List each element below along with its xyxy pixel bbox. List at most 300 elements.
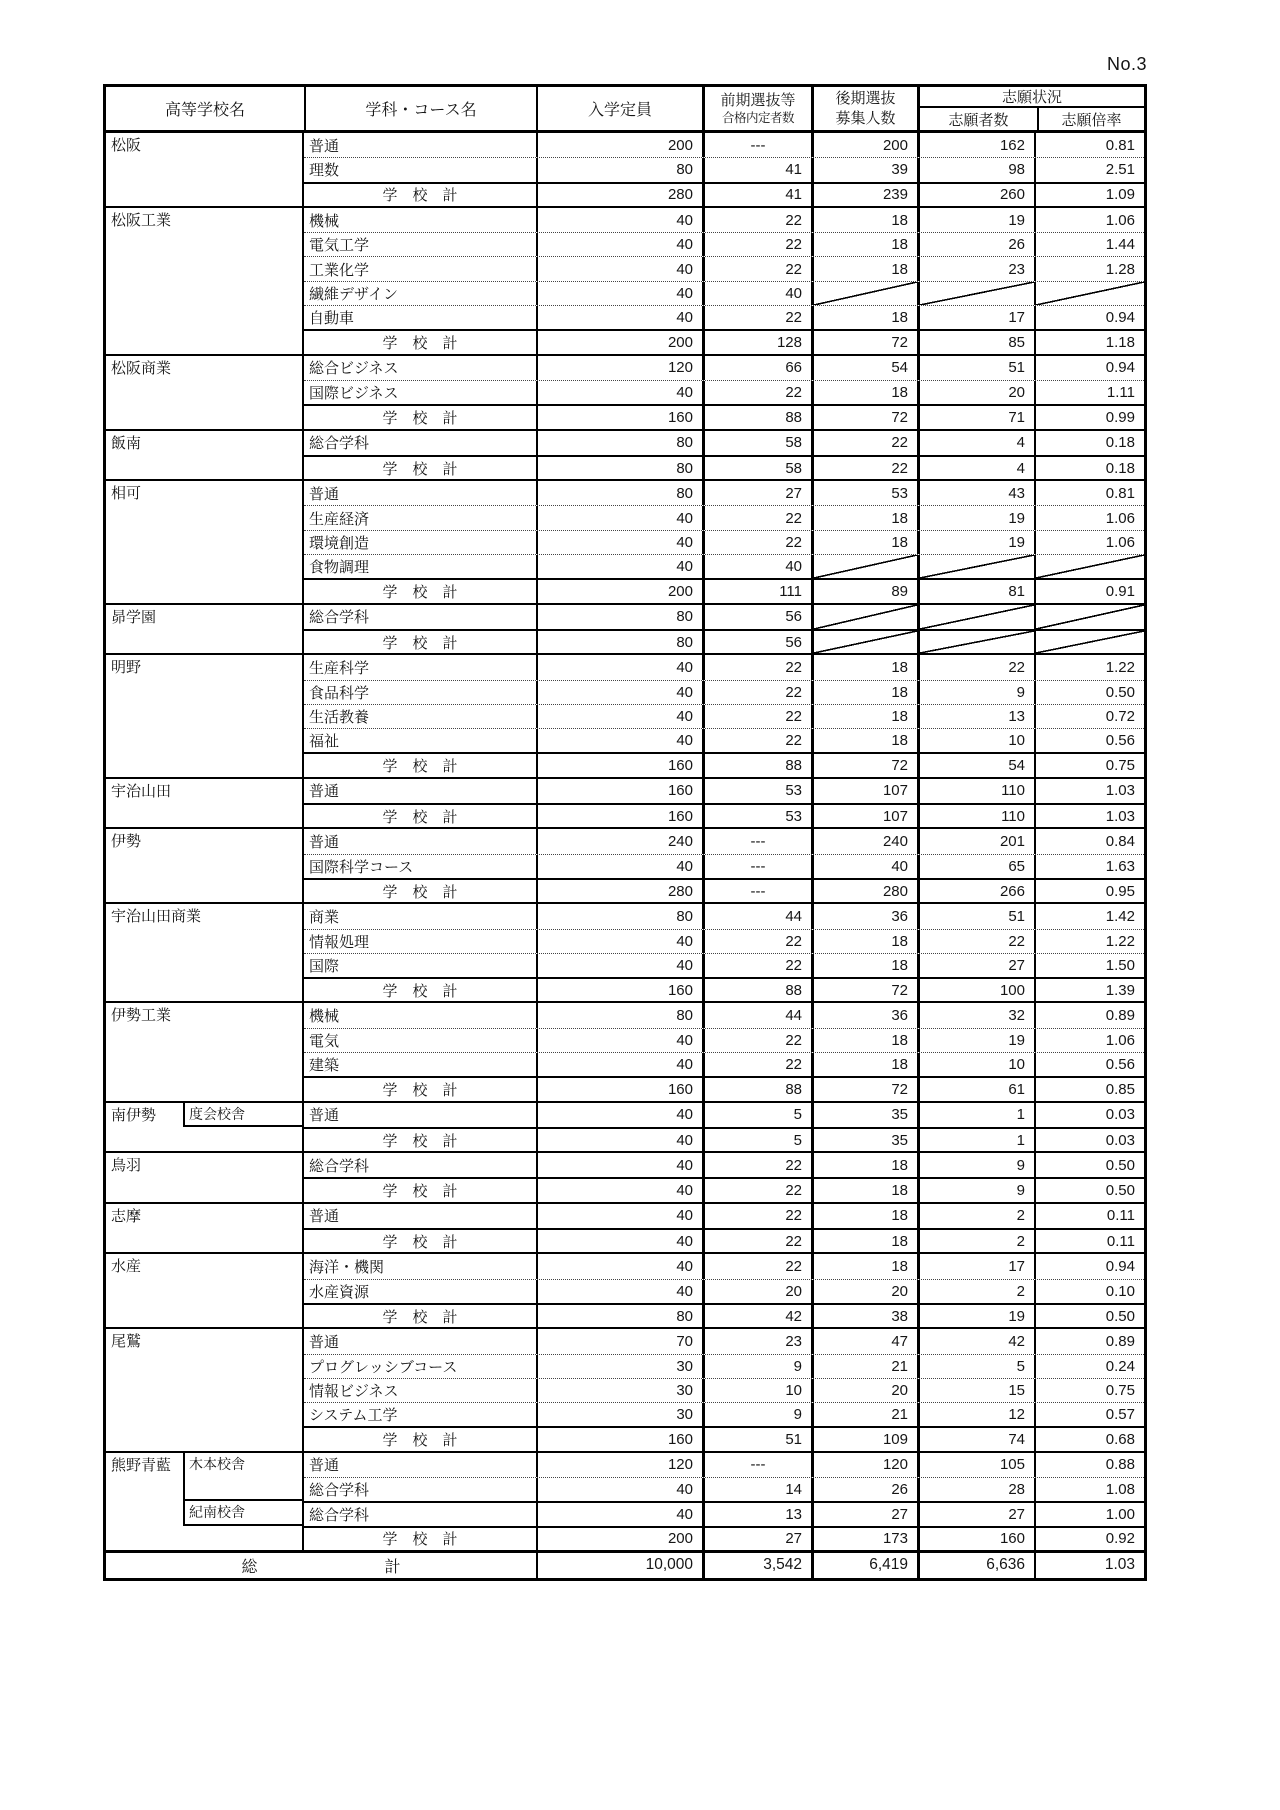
cell-applicants (917, 631, 1034, 653)
cell-applicants: 81 (917, 580, 1034, 602)
cell-early-accepted: 88 (702, 1078, 811, 1100)
cell-ratio: 0.56 (1034, 1053, 1144, 1076)
header-late-line2: 募集人数 (835, 109, 896, 127)
course-row (304, 680, 1144, 704)
cell-ratio: 0.50 (1034, 1305, 1144, 1327)
cell-early-accepted: 22 (702, 208, 811, 232)
cell-applicants: 65 (917, 855, 1034, 878)
cell-capacity: 240 (536, 829, 702, 853)
course-row (304, 232, 1144, 256)
cell-ratio: 0.88 (1034, 1453, 1144, 1477)
cell-early-accepted: 22 (702, 681, 811, 704)
cell-early-accepted: 53 (702, 805, 811, 827)
cell-course-name: 商業 (309, 908, 340, 926)
course-row (304, 356, 1144, 380)
cell-early-accepted: 5 (702, 1129, 811, 1151)
school-name: 宇治山田商業 (111, 908, 202, 926)
course-row (304, 208, 1144, 232)
course-row (304, 779, 1144, 803)
cell-course-name: 国際科学コース (309, 858, 414, 876)
cell-early-accepted: 22 (702, 954, 811, 977)
cell-early-accepted: 40 (702, 555, 811, 578)
cell-course-name: 普通 (309, 1107, 340, 1125)
campus-cell: 木本校舎 (183, 1453, 302, 1502)
school-total-row (304, 1303, 1144, 1327)
cell-late-openings: 18 (811, 1053, 917, 1076)
cell-early-accepted: 44 (702, 1003, 811, 1027)
cell-ratio: 1.00 (1034, 1503, 1144, 1525)
cell-ratio: 0.03 (1034, 1103, 1144, 1127)
cell-capacity: 40 (536, 1230, 702, 1252)
cell-ratio: 1.28 (1034, 257, 1144, 280)
cell-applicants: 27 (917, 954, 1034, 977)
school-name: 伊勢工業 (111, 1007, 172, 1025)
cell-applicants: 12 (917, 1403, 1034, 1426)
cell-capacity: 40 (536, 1103, 702, 1127)
cell-late-openings: 53 (811, 481, 917, 505)
cell-late-openings: 20 (811, 1379, 917, 1402)
cell-applicants: 19 (917, 531, 1034, 554)
cell-late-openings: 18 (811, 1153, 917, 1177)
cell-ratio: 1.22 (1034, 655, 1144, 679)
cell-applicants: 71 (917, 406, 1034, 428)
cell-early-accepted: 22 (702, 1204, 811, 1228)
cell-ratio (1034, 555, 1144, 578)
cell-capacity: 40 (536, 306, 702, 329)
cell-course-name: 普通 (309, 783, 340, 801)
school-total-row (304, 1076, 1144, 1100)
cell-ratio: 1.63 (1034, 855, 1144, 878)
school-group (106, 1202, 1144, 1253)
school-name: 松阪商業 (111, 359, 172, 377)
school-name: 水産 (111, 1258, 142, 1276)
cell-course-name: 理数 (309, 162, 340, 180)
cell-course-name: システム工学 (309, 1407, 398, 1425)
cell-capacity: 40 (536, 1280, 702, 1303)
school-name: 飯南 (111, 434, 142, 452)
cell-early-accepted: --- (702, 855, 811, 878)
cell-early-accepted: 22 (702, 1230, 811, 1252)
cell-capacity: 120 (536, 1453, 702, 1477)
cell-ratio: 1.39 (1034, 979, 1144, 1001)
cell-late-openings: 18 (811, 705, 917, 728)
cell-course-name: 普通 (309, 137, 340, 155)
cell-applicants: 23 (917, 257, 1034, 280)
cell-applicants: 2 (917, 1230, 1034, 1252)
cell-ratio: 1.06 (1034, 506, 1144, 529)
cell-capacity: 30 (536, 1355, 702, 1378)
cell-early-accepted: 58 (702, 457, 811, 479)
cell-course-name: 水産資源 (309, 1283, 370, 1301)
course-row (304, 704, 1144, 728)
cell-course-name: 生産経済 (309, 510, 370, 528)
cell-ratio (1034, 631, 1144, 653)
cell-early-accepted: 42 (702, 1305, 811, 1327)
cell-ratio: 1.22 (1034, 930, 1144, 953)
header-application-group: 志願状況 (920, 87, 1144, 108)
header-applicants: 志願者数 (948, 111, 1009, 129)
school-total-label: 学 校 計 (382, 1233, 458, 1251)
cell-capacity: 40 (536, 681, 702, 704)
school-group (106, 1101, 1144, 1152)
admissions-table (103, 84, 1147, 1581)
cell-ratio: 0.03 (1034, 1129, 1144, 1151)
cell-applicants: 13 (917, 705, 1034, 728)
cell-ratio: 0.99 (1034, 406, 1144, 428)
cell-early-accepted: 20 (702, 1280, 811, 1303)
school-total-row (304, 455, 1144, 479)
cell-ratio: 1.18 (1034, 331, 1144, 353)
cell-late-openings: 18 (811, 233, 917, 256)
cell-applicants: 201 (917, 829, 1034, 853)
school-name-cell (106, 1204, 304, 1253)
cell-early-accepted: 23 (702, 1329, 811, 1353)
page-number: No.3 (1106, 54, 1147, 74)
course-row (304, 1402, 1144, 1426)
cell-early-accepted: 22 (702, 1179, 811, 1201)
cell-course-name: 総合学科 (309, 1506, 370, 1524)
cell-ratio: 0.18 (1034, 457, 1144, 479)
cell-ratio: 0.11 (1034, 1230, 1144, 1252)
campus-cell: 紀南校舎 (183, 1501, 302, 1525)
school-total-row (304, 803, 1144, 827)
header-early-selection (702, 87, 811, 130)
cell-ratio: 0.24 (1034, 1355, 1144, 1378)
course-row (304, 1279, 1144, 1303)
cell-early-accepted: 56 (702, 605, 811, 629)
cell-applicants: 26 (917, 233, 1034, 256)
school-total-row (304, 1177, 1144, 1201)
cell-capacity: 40 (536, 930, 702, 953)
course-row (304, 1204, 1144, 1228)
cell-ratio: 0.89 (1034, 1329, 1144, 1353)
cell-capacity: 40 (536, 1053, 702, 1076)
cell-course-name: 普通 (309, 1333, 340, 1351)
cell-applicants: 5 (917, 1355, 1034, 1378)
school-name-cell (106, 431, 304, 480)
cell-early-accepted: 58 (702, 431, 811, 455)
cell-ratio: 0.94 (1034, 356, 1144, 380)
cell-early-accepted: 41 (702, 184, 811, 206)
cell-late-openings: 36 (811, 904, 917, 928)
cell-applicants: 9 (917, 681, 1034, 704)
course-row (304, 854, 1144, 878)
school-group (106, 479, 1144, 602)
cell-capacity: 40 (536, 855, 702, 878)
cell-ratio: 0.50 (1034, 1179, 1144, 1201)
cell-late-openings: 18 (811, 729, 917, 752)
cell-capacity: 80 (536, 1003, 702, 1027)
cell-applicants: 10 (917, 729, 1034, 752)
school-name: 熊野青藍 (111, 1456, 172, 1474)
cell-applicants: 74 (917, 1428, 1034, 1450)
cell-ratio: 0.81 (1034, 133, 1144, 157)
cell-applicants: 43 (917, 481, 1034, 505)
cell-ratio (1034, 282, 1144, 305)
cell-ratio: 1.11 (1034, 381, 1144, 404)
cell-ratio: 1.50 (1034, 954, 1144, 977)
cell-course-name: 普通 (309, 1208, 340, 1226)
course-row (304, 1477, 1144, 1501)
cell-applicants: 51 (917, 356, 1034, 380)
school-total-label: 学 校 計 (382, 583, 458, 601)
school-total-label: 学 校 計 (382, 808, 458, 826)
campus-cell: 度会校舎 (183, 1103, 302, 1127)
cell-capacity: 200 (536, 580, 702, 602)
cell-capacity: 160 (536, 805, 702, 827)
cell-course-name: 福祉 (309, 733, 340, 751)
cell-late-openings: 27 (811, 1503, 917, 1525)
cell-late-openings: 18 (811, 1254, 917, 1278)
cell-course-name: 総合学科 (309, 1157, 370, 1175)
cell-ratio: 1.03 (1034, 779, 1144, 803)
course-row (304, 1254, 1144, 1278)
header-early-line1: 前期選抜等 (720, 91, 796, 109)
school-name-cell (106, 1153, 304, 1202)
school-total-label: 学 校 計 (382, 1132, 458, 1150)
cell-late-openings (811, 631, 917, 653)
grand-total-late: 6,419 (811, 1553, 917, 1578)
school-total-label: 学 校 計 (382, 1432, 458, 1450)
cell-course-name: 国際 (309, 957, 340, 975)
cell-late-openings: 21 (811, 1355, 917, 1378)
cell-late-openings: 120 (811, 1453, 917, 1477)
cell-applicants: 85 (917, 331, 1034, 353)
school-group (106, 1151, 1144, 1202)
course-row (304, 157, 1144, 181)
cell-ratio: 0.68 (1034, 1428, 1144, 1450)
cell-late-openings: 47 (811, 1329, 917, 1353)
header-application-status (917, 87, 1144, 130)
cell-applicants: 61 (917, 1078, 1034, 1100)
school-name-cell (106, 1254, 304, 1327)
cell-late-openings: 20 (811, 1280, 917, 1303)
cell-applicants: 2 (917, 1204, 1034, 1228)
cell-early-accepted: 22 (702, 531, 811, 554)
cell-late-openings: 38 (811, 1305, 917, 1327)
cell-capacity: 200 (536, 133, 702, 157)
cell-late-openings: 18 (811, 531, 917, 554)
table-header (106, 87, 1144, 133)
cell-late-openings: 72 (811, 406, 917, 428)
cell-late-openings: 72 (811, 754, 917, 776)
course-row (304, 953, 1144, 977)
cell-early-accepted: 88 (702, 979, 811, 1001)
cell-early-accepted: --- (702, 829, 811, 853)
school-total-label: 学 校 計 (382, 187, 458, 205)
school-name: 志摩 (111, 1207, 142, 1225)
cell-late-openings: 35 (811, 1103, 917, 1127)
cell-applicants: 1 (917, 1129, 1034, 1151)
school-name-cell (106, 655, 304, 776)
course-row (304, 380, 1144, 404)
cell-late-openings: 18 (811, 381, 917, 404)
cell-capacity: 160 (536, 1078, 702, 1100)
cell-late-openings: 18 (811, 506, 917, 529)
school-group (106, 206, 1144, 354)
cell-late-openings: 240 (811, 829, 917, 853)
school-group (106, 902, 1144, 1001)
cell-late-openings: 39 (811, 158, 917, 181)
school-name-cell (106, 1103, 304, 1152)
cell-early-accepted: 22 (702, 1053, 811, 1076)
cell-late-openings: 26 (811, 1478, 917, 1501)
course-row (304, 1103, 1144, 1127)
cell-late-openings: 200 (811, 133, 917, 157)
course-row (304, 655, 1144, 679)
cell-applicants: 105 (917, 1453, 1034, 1477)
cell-capacity: 40 (536, 729, 702, 752)
cell-early-accepted: 22 (702, 306, 811, 329)
cell-early-accepted: 53 (702, 779, 811, 803)
cell-applicants: 160 (917, 1528, 1034, 1550)
school-name-cell (106, 1329, 304, 1450)
cell-ratio: 0.85 (1034, 1078, 1144, 1100)
cell-course-name: 自動車 (309, 310, 355, 328)
cell-capacity: 40 (536, 1179, 702, 1201)
cell-ratio: 0.50 (1034, 681, 1144, 704)
school-name-cell (106, 1003, 304, 1100)
cell-ratio: 0.11 (1034, 1204, 1144, 1228)
header-capacity: 入学定員 (536, 87, 702, 130)
cell-early-accepted: 13 (702, 1503, 811, 1525)
cell-course-name: 食物調理 (309, 559, 370, 577)
cell-late-openings: 18 (811, 655, 917, 679)
cell-capacity: 160 (536, 979, 702, 1001)
course-row (304, 305, 1144, 329)
cell-course-name: 総合学科 (309, 1482, 370, 1500)
cell-course-name: 生産科学 (309, 659, 370, 677)
cell-applicants: 2 (917, 1280, 1034, 1303)
cell-course-name: プログレッシブコース (309, 1358, 458, 1376)
cell-applicants: 32 (917, 1003, 1034, 1027)
cell-applicants: 110 (917, 805, 1034, 827)
course-row (304, 1501, 1144, 1525)
cell-ratio: 0.95 (1034, 880, 1144, 902)
course-row (304, 929, 1144, 953)
school-total-row (304, 977, 1144, 1001)
cell-late-openings: 109 (811, 1428, 917, 1450)
school-total-label: 学 校 計 (382, 758, 458, 776)
course-row (304, 281, 1144, 305)
header-late-selection (811, 87, 917, 130)
cell-course-name: 環境創造 (309, 534, 370, 552)
course-row (304, 1028, 1144, 1052)
cell-capacity: 40 (536, 381, 702, 404)
grand-total-early: 3,542 (702, 1553, 811, 1578)
cell-early-accepted: 128 (702, 331, 811, 353)
cell-early-accepted: 22 (702, 705, 811, 728)
cell-early-accepted: 22 (702, 1029, 811, 1052)
header-early-line2: 合格内定者数 (721, 111, 794, 126)
cell-course-name: 機械 (309, 1008, 340, 1026)
school-group (106, 133, 1144, 206)
cell-ratio: 0.56 (1034, 729, 1144, 752)
cell-early-accepted: 9 (702, 1403, 811, 1426)
cell-late-openings: 72 (811, 979, 917, 1001)
cell-early-accepted: 10 (702, 1379, 811, 1402)
cell-early-accepted: 22 (702, 233, 811, 256)
cell-ratio: 0.50 (1034, 1153, 1144, 1177)
cell-early-accepted: 22 (702, 655, 811, 679)
school-group (106, 354, 1144, 429)
cell-course-name: 総合ビジネス (309, 360, 399, 378)
school-name: 尾鷲 (111, 1333, 142, 1351)
cell-early-accepted: 22 (702, 930, 811, 953)
cell-capacity: 40 (536, 282, 702, 305)
cell-ratio: 0.94 (1034, 1254, 1144, 1278)
school-group (106, 1001, 1144, 1100)
cell-late-openings: 18 (811, 1204, 917, 1228)
course-row (304, 256, 1144, 280)
cell-capacity: 40 (536, 1029, 702, 1052)
cell-early-accepted: --- (702, 880, 811, 902)
cell-course-name: 海洋・機関 (309, 1259, 385, 1276)
cell-course-name: 普通 (309, 833, 340, 851)
cell-course-name: 電気 (309, 1032, 340, 1050)
cell-capacity: 40 (536, 705, 702, 728)
cell-applicants: 19 (917, 1305, 1034, 1327)
cell-early-accepted: 27 (702, 1528, 811, 1550)
grand-total-row (106, 1550, 1144, 1578)
grand-total-applicants: 6,636 (917, 1553, 1034, 1578)
school-total-label: 学 校 計 (382, 409, 458, 427)
cell-applicants: 9 (917, 1179, 1034, 1201)
school-total-row (304, 1526, 1144, 1550)
cell-capacity: 40 (536, 1153, 702, 1177)
header-school-name: 高等学校名 (164, 102, 245, 119)
cell-applicants: 266 (917, 880, 1034, 902)
cell-capacity: 70 (536, 1329, 702, 1353)
cell-ratio: 0.92 (1034, 1528, 1144, 1550)
cell-capacity: 40 (536, 1503, 702, 1525)
cell-applicants: 100 (917, 979, 1034, 1001)
school-total-label: 学 校 計 (382, 634, 458, 652)
cell-applicants: 54 (917, 754, 1034, 776)
cell-applicants: 17 (917, 1254, 1034, 1278)
school-total-row (304, 578, 1144, 602)
school-total-label: 学 校 計 (382, 1183, 458, 1201)
course-row (304, 1052, 1144, 1076)
school-total-row (304, 182, 1144, 206)
cell-applicants: 10 (917, 1053, 1034, 1076)
cell-late-openings: 239 (811, 184, 917, 206)
header-late-line1: 後期選抜 (835, 90, 896, 107)
cell-early-accepted: 51 (702, 1428, 811, 1450)
cell-course-name: 総合学科 (309, 435, 370, 453)
cell-capacity: 40 (536, 233, 702, 256)
cell-early-accepted: 27 (702, 481, 811, 505)
cell-applicants: 19 (917, 506, 1034, 529)
cell-course-name: 情報処理 (309, 933, 370, 951)
school-group (106, 653, 1144, 776)
cell-ratio: 1.44 (1034, 233, 1144, 256)
school-name: 南伊勢 (111, 1106, 157, 1124)
cell-capacity: 200 (536, 331, 702, 353)
cell-ratio: 0.81 (1034, 481, 1144, 505)
cell-applicants: 15 (917, 1379, 1034, 1402)
cell-capacity: 40 (536, 1129, 702, 1151)
cell-early-accepted: 22 (702, 1153, 811, 1177)
cell-late-openings: 22 (811, 457, 917, 479)
cell-late-openings: 22 (811, 431, 917, 455)
cell-early-accepted: 9 (702, 1355, 811, 1378)
cell-late-openings: 18 (811, 1230, 917, 1252)
cell-late-openings: 40 (811, 855, 917, 878)
cell-capacity: 80 (536, 605, 702, 629)
school-group (106, 603, 1144, 654)
cell-capacity: 40 (536, 954, 702, 977)
